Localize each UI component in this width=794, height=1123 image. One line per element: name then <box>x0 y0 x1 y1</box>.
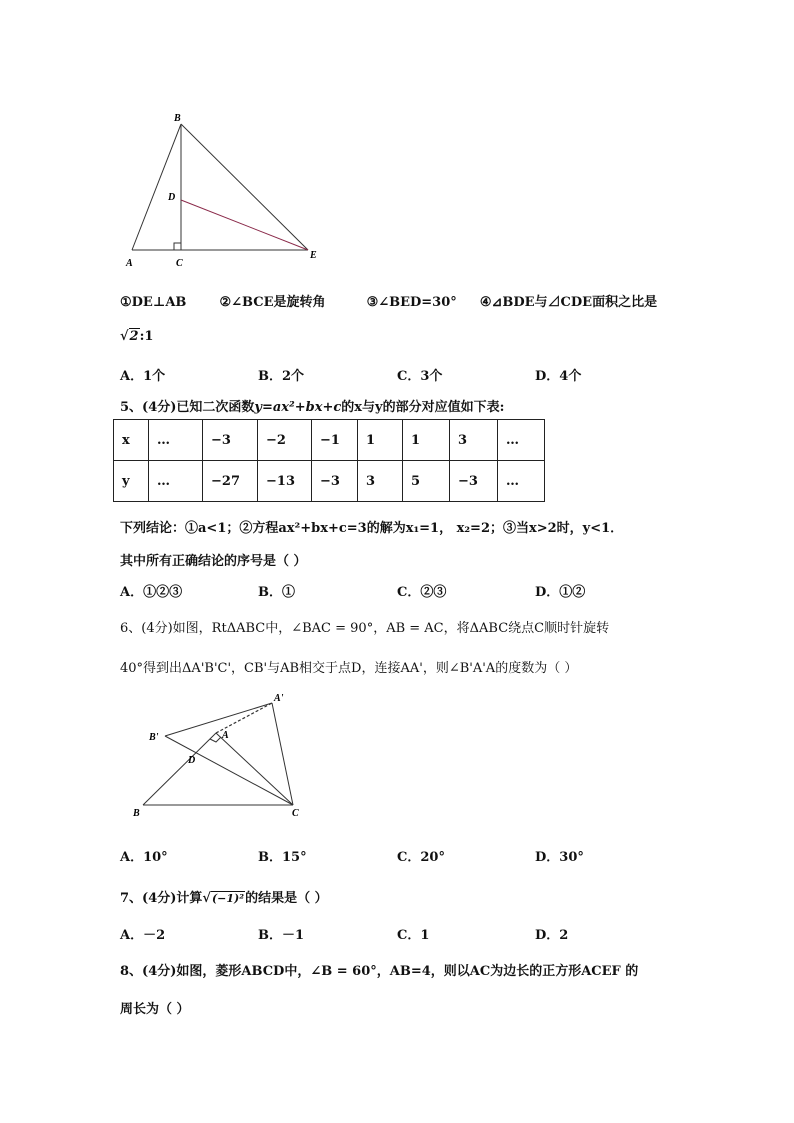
table-cell: −2 <box>258 420 312 461</box>
q5-option-b[interactable]: B．① <box>258 585 295 600</box>
q4-option-d[interactable]: D．4个 <box>535 369 582 384</box>
table-cell: 3 <box>358 461 403 502</box>
q8-line2: 周长为（ ） <box>120 1002 190 1017</box>
sqrt-icon: √ <box>202 891 211 906</box>
label-e: E <box>310 250 317 261</box>
table-row <box>114 461 545 502</box>
label-b: B <box>174 113 181 124</box>
table-row <box>114 420 545 461</box>
q6-option-d[interactable]: D．30° <box>535 850 584 865</box>
q5-question: 其中所有正确结论的序号是（ ） <box>120 554 307 569</box>
q4-ratio <box>120 328 153 344</box>
sqrt-icon: √ <box>120 329 129 344</box>
q4-stmt1: ①DE⊥AB <box>120 295 187 310</box>
label-d: D <box>188 755 196 766</box>
segment-be <box>181 124 308 250</box>
q5-prefix: 5、(4分)已知二次函数 <box>120 400 255 415</box>
segment-ac <box>216 733 293 805</box>
q7-option-d[interactable]: D．2 <box>535 928 569 943</box>
q7-option-c[interactable]: C．1 <box>397 928 430 943</box>
q5-option-c[interactable]: C．②③ <box>397 585 447 600</box>
segment-de <box>181 200 308 250</box>
segment-b1c <box>165 736 293 805</box>
label-a1: A' <box>274 693 284 704</box>
table-cell: −3 <box>312 461 358 502</box>
q8-line1: 8、(4分)如图，菱形ABCD中，∠B = 60°，AB=4，则以AC为边长的正方形ACEF 的 <box>120 964 639 979</box>
table-cell: y <box>114 461 149 502</box>
table-cell: … <box>498 461 545 502</box>
segment-a1c <box>272 703 293 805</box>
right-angle-mark <box>174 243 181 250</box>
table-cell: 1 <box>358 420 403 461</box>
label-b1: B' <box>149 732 159 743</box>
table-cell: −13 <box>258 461 312 502</box>
q4-stmt3: ③∠BED=30° <box>366 295 457 310</box>
label-c: C <box>176 258 183 269</box>
q4-ratio-root: 2 <box>129 329 139 344</box>
table-cell: −3 <box>203 420 258 461</box>
q4-option-c[interactable]: C．3个 <box>397 369 443 384</box>
q6-option-b[interactable]: B．15° <box>258 850 307 865</box>
q4-statements <box>120 291 657 310</box>
table-cell: −3 <box>450 461 498 502</box>
q4-stmt4: ④⊿BDE与⊿CDE面积之比是 <box>479 295 658 310</box>
table-cell: 3 <box>450 420 498 461</box>
q6-line1: 6、(4分)如图，RtΔABC中，∠BAC = 90°，AB = AC，将ΔABC绕点C顺时针旋转 <box>120 621 610 636</box>
label-a: A <box>126 258 133 269</box>
label-a: A <box>222 730 229 741</box>
q6-option-a[interactable]: A．10° <box>120 850 168 865</box>
figure-triangle-abe <box>110 105 340 275</box>
q6-line2: 40°得到出ΔA'B'C'，CB'与AB相交于点D，连接AA'，则∠B'A'A的度数为（ ） <box>120 661 578 676</box>
table-cell: … <box>498 420 545 461</box>
table-cell: … <box>149 420 203 461</box>
table-cell: −27 <box>203 461 258 502</box>
q5-func: y=ax²+bx+c <box>254 400 342 415</box>
q6-option-c[interactable]: C．20° <box>397 850 445 865</box>
table-cell: … <box>149 461 203 502</box>
q5-stem <box>120 396 504 415</box>
table-cell: 1 <box>403 420 450 461</box>
q7-option-b[interactable]: B．－1 <box>258 928 305 943</box>
q5-suffix: 的x与y的部分对应值如下表: <box>341 400 505 415</box>
q7-stem <box>120 887 328 906</box>
label-c: C <box>292 808 299 819</box>
q4-ratio-tail: :1 <box>139 329 154 344</box>
q7-option-a[interactable]: A．－2 <box>120 928 166 943</box>
q5-option-a[interactable]: A．①②③ <box>120 585 183 600</box>
q4-option-a[interactable]: A．1个 <box>120 369 166 384</box>
q5-conclusions: 下列结论：①a<1；②方程ax²+bx+c=3的解为x₁=1， x₂=2；③当x>2时，y<1． <box>120 521 624 536</box>
q7-prefix: 7、(4分)计算 <box>120 891 203 906</box>
table-cell: −1 <box>312 420 358 461</box>
table-cell: 5 <box>403 461 450 502</box>
q5-value-table <box>113 419 545 502</box>
label-b: B <box>133 808 140 819</box>
segment-ab <box>132 124 181 250</box>
q4-option-b[interactable]: B．2个 <box>258 369 305 384</box>
label-d: D <box>168 192 176 203</box>
segment-b1a1 <box>165 703 272 736</box>
q4-stmt2: ②∠BCE是旋转角 <box>219 295 326 310</box>
figure-rotated-triangle <box>128 690 318 820</box>
table-cell: x <box>114 420 149 461</box>
q7-suffix: 的结果是（ ） <box>245 891 328 906</box>
q7-radicand: (−1)² <box>211 892 245 905</box>
q5-option-d[interactable]: D．①② <box>535 585 586 600</box>
